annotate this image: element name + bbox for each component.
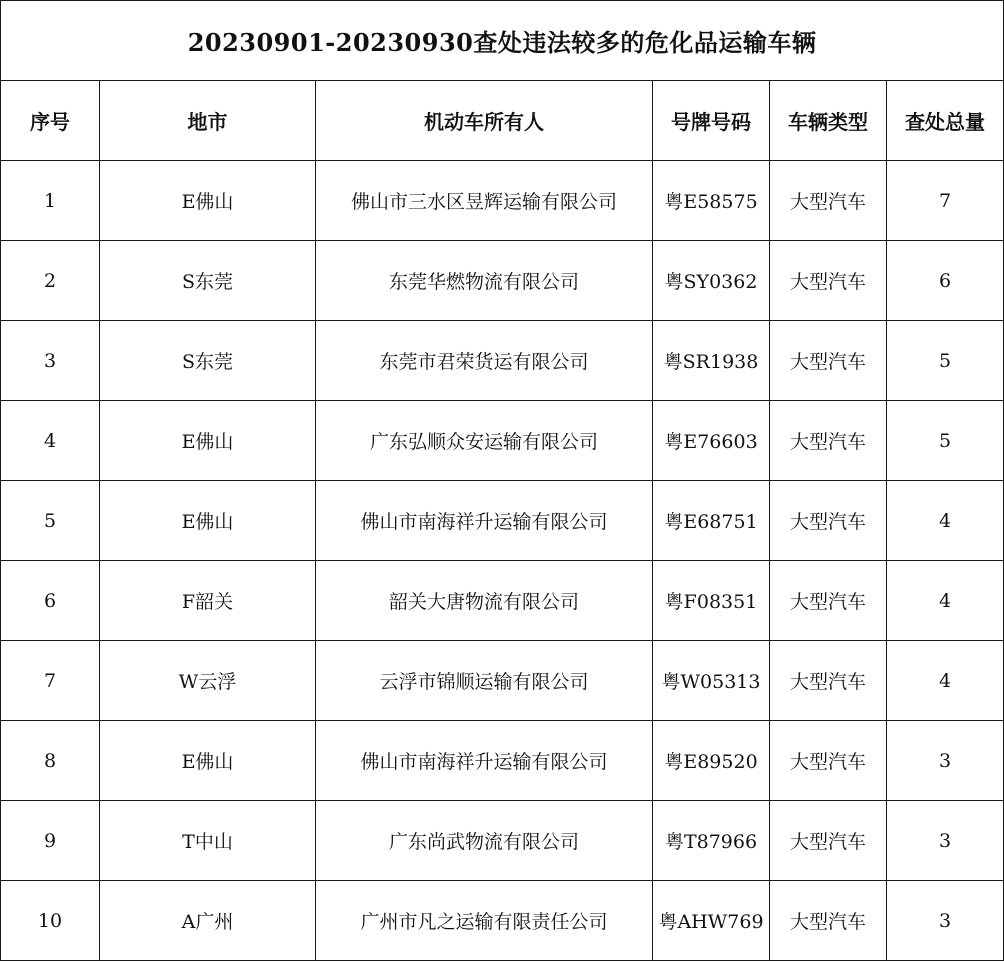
table-row	[1, 641, 1004, 721]
cell-total: 4	[887, 561, 1004, 641]
cell-vehicle-type: 大型汽车	[770, 161, 887, 241]
header-city: 地市	[100, 81, 316, 161]
cell-index: 2	[1, 241, 100, 321]
cell-owner: 佛山市南海祥升运输有限公司	[316, 721, 653, 801]
table-row	[1, 481, 1004, 561]
table-row	[1, 561, 1004, 641]
cell-index: 9	[1, 801, 100, 881]
cell-owner: 佛山市南海祥升运输有限公司	[316, 481, 653, 561]
header-plate: 号牌号码	[653, 81, 770, 161]
header-row	[1, 81, 1004, 161]
cell-index: 10	[1, 881, 100, 961]
cell-city: W云浮	[100, 641, 316, 721]
header-owner: 机动车所有人	[316, 81, 653, 161]
table-title: 20230901-20230930查处违法较多的危化品运输车辆	[1, 1, 1004, 81]
cell-total: 7	[887, 161, 1004, 241]
table-row	[1, 801, 1004, 881]
cell-index: 4	[1, 401, 100, 481]
cell-total: 3	[887, 881, 1004, 961]
cell-city: S东莞	[100, 241, 316, 321]
cell-vehicle-type: 大型汽车	[770, 721, 887, 801]
cell-index: 7	[1, 641, 100, 721]
cell-city: E佛山	[100, 721, 316, 801]
cell-owner: 东莞市君荣货运有限公司	[316, 321, 653, 401]
cell-total: 3	[887, 721, 1004, 801]
cell-total: 4	[887, 641, 1004, 721]
cell-plate: 粤E68751	[653, 481, 770, 561]
cell-city: E佛山	[100, 481, 316, 561]
cell-city: E佛山	[100, 401, 316, 481]
cell-total: 4	[887, 481, 1004, 561]
cell-vehicle-type: 大型汽车	[770, 561, 887, 641]
table-row	[1, 401, 1004, 481]
cell-plate: 粤E76603	[653, 401, 770, 481]
cell-owner: 韶关大唐物流有限公司	[316, 561, 653, 641]
cell-vehicle-type: 大型汽车	[770, 641, 887, 721]
cell-plate: 粤F08351	[653, 561, 770, 641]
header-vehicle-type: 车辆类型	[770, 81, 887, 161]
cell-owner: 佛山市三水区昱辉运输有限公司	[316, 161, 653, 241]
cell-city: E佛山	[100, 161, 316, 241]
table-row	[1, 161, 1004, 241]
cell-city: A广州	[100, 881, 316, 961]
cell-vehicle-type: 大型汽车	[770, 881, 887, 961]
cell-plate: 粤E89520	[653, 721, 770, 801]
cell-vehicle-type: 大型汽车	[770, 321, 887, 401]
cell-total: 5	[887, 401, 1004, 481]
cell-vehicle-type: 大型汽车	[770, 401, 887, 481]
cell-owner: 广州市凡之运输有限责任公司	[316, 881, 653, 961]
cell-vehicle-type: 大型汽车	[770, 801, 887, 881]
cell-owner: 东莞华燃物流有限公司	[316, 241, 653, 321]
cell-total: 5	[887, 321, 1004, 401]
table-row	[1, 241, 1004, 321]
header-index: 序号	[1, 81, 100, 161]
cell-index: 8	[1, 721, 100, 801]
cell-city: S东莞	[100, 321, 316, 401]
cell-index: 6	[1, 561, 100, 641]
cell-plate: 粤W05313	[653, 641, 770, 721]
header-total: 查处总量	[887, 81, 1004, 161]
cell-index: 3	[1, 321, 100, 401]
cell-plate: 粤T87966	[653, 801, 770, 881]
table-row	[1, 721, 1004, 801]
cell-plate: 粤AHW769	[653, 881, 770, 961]
table-row	[1, 881, 1004, 961]
cell-plate: 粤SR1938	[653, 321, 770, 401]
cell-owner: 广东尚武物流有限公司	[316, 801, 653, 881]
cell-owner: 广东弘顺众安运输有限公司	[316, 401, 653, 481]
table-row	[1, 321, 1004, 401]
table-body	[1, 161, 1004, 961]
cell-city: F韶关	[100, 561, 316, 641]
cell-total: 6	[887, 241, 1004, 321]
cell-plate: 粤E58575	[653, 161, 770, 241]
cell-index: 5	[1, 481, 100, 561]
cell-plate: 粤SY0362	[653, 241, 770, 321]
cell-vehicle-type: 大型汽车	[770, 241, 887, 321]
cell-index: 1	[1, 161, 100, 241]
cell-city: T中山	[100, 801, 316, 881]
cell-total: 3	[887, 801, 1004, 881]
cell-owner: 云浮市锦顺运输有限公司	[316, 641, 653, 721]
cell-vehicle-type: 大型汽车	[770, 481, 887, 561]
